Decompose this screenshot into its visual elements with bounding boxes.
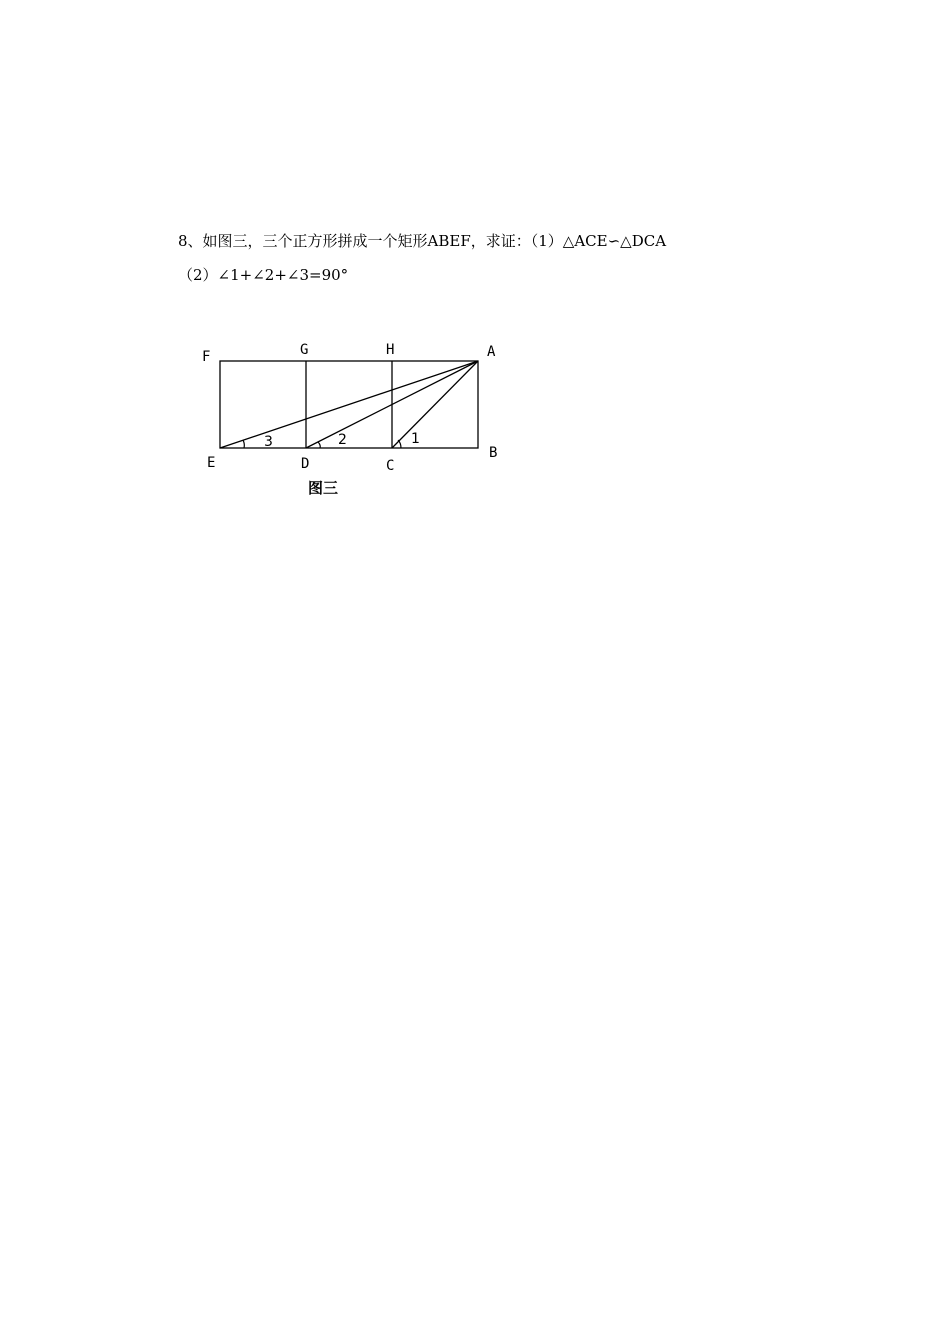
label-point-d: D bbox=[301, 456, 310, 472]
angle-arc-1 bbox=[398, 440, 401, 448]
geometry-figure bbox=[190, 330, 520, 505]
segment-ae bbox=[220, 361, 478, 448]
problem-statement-line-1: 8、如图三，三个正方形拼成一个矩形ABEF，求证：（1）△ACE∽△DCA bbox=[178, 232, 667, 250]
angle-arc-2 bbox=[318, 442, 320, 448]
label-point-h: H bbox=[386, 342, 395, 358]
segment-ac bbox=[392, 361, 478, 448]
label-angle-1: 1 bbox=[411, 431, 420, 447]
label-point-b: B bbox=[489, 445, 498, 461]
label-point-a: A bbox=[487, 344, 496, 360]
label-point-c: C bbox=[386, 458, 395, 474]
label-point-f: F bbox=[202, 349, 211, 365]
label-point-g: G bbox=[300, 342, 309, 358]
problem-statement-line-2: （2）∠1+∠2+∠3=90° bbox=[178, 266, 349, 284]
figure-svg bbox=[190, 330, 520, 505]
label-angle-3: 3 bbox=[264, 434, 273, 450]
figure-caption: 图三 bbox=[308, 479, 339, 497]
label-angle-2: 2 bbox=[338, 432, 347, 448]
angle-arc-3 bbox=[243, 440, 244, 448]
label-point-e: E bbox=[207, 455, 216, 471]
